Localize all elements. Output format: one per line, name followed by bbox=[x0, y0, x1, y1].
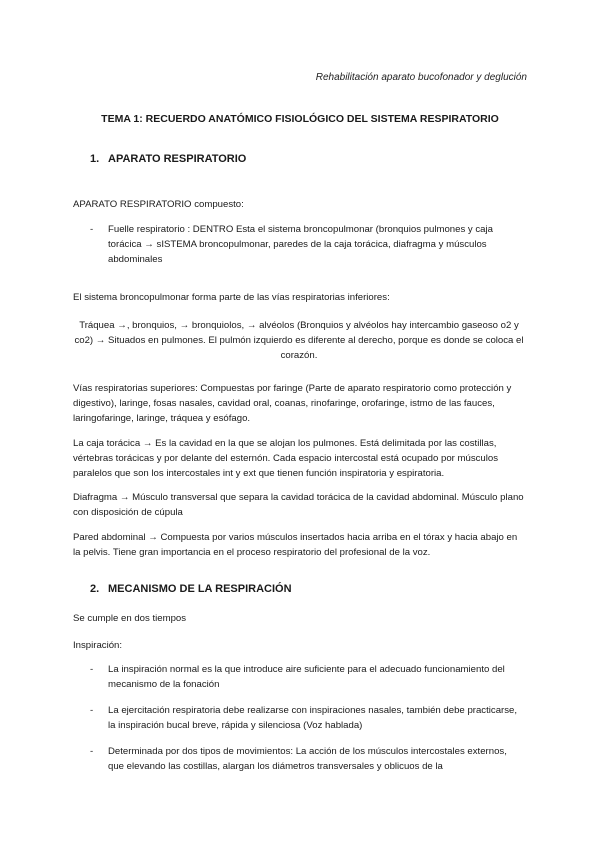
list-item bbox=[90, 703, 520, 733]
section-2-title: MECANISMO DE LA RESPIRACIÓN bbox=[108, 583, 292, 595]
bullet-text: Fuelle respiratorio : DENTRO Esta el sistema broncopulmonar (bronquios pulmones y caja torácica → sISTEMA broncopulmonar, paredes de la caja torácica, diafragma y músculos abdominales bbox=[108, 224, 493, 265]
paragraph-inspiracion: Inspiración: bbox=[73, 640, 123, 651]
paragraph-caja-toracica: La caja torácica → Es la cavidad en la que se alojan los pulmones. Está delimitada por las costillas, vértebras torácicas y por delante del esternón. Cada espacio intercostal está ocupado por músculos paralelos que son los intercostales int y ext que tienen función inspiratoria y espiratoria. bbox=[73, 438, 499, 479]
bullet-text: La inspiración normal es la que introduce aire suficiente para el adecuado funcionamiento del mecanismo de la fonación bbox=[108, 664, 505, 690]
bullet-dash: - bbox=[90, 224, 94, 235]
running-header: Rehabilitación aparato bucofonador y deglución bbox=[315, 72, 527, 83]
list-item bbox=[90, 744, 520, 774]
section-2-heading bbox=[90, 583, 292, 595]
paragraph-traquea: Tráquea →, bronquios, → bronquiolos, → alvéolos (Bronquios y alvéolos hay intercambio gaseoso o2 y co2) → Situados en pulmones. El pulmón izquierdo es diferente al derecho, porque es donde se coloca el corazón. bbox=[74, 320, 524, 361]
bullet-dash: - bbox=[90, 746, 94, 757]
list-item bbox=[90, 222, 520, 267]
paragraph-pared-abdominal: Pared abdominal → Compuesta por varios músculos insertados hacia arriba en el tórax y hacia abajo en la pelvis. Tiene gran importancia en el proceso respiratorio del profesional de la voz. bbox=[73, 532, 518, 558]
bullet-dash: - bbox=[90, 705, 94, 716]
document-title: TEMA 1: RECUERDO ANATÓMICO FISIOLÓGICO DEL SISTEMA RESPIRATORIO bbox=[101, 113, 499, 125]
paragraph-tiempos: Se cumple en dos tiempos bbox=[73, 613, 187, 624]
bullet-dash: - bbox=[90, 664, 94, 675]
section-1-title: APARATO RESPIRATORIO bbox=[108, 153, 247, 165]
section-1-number: 1. bbox=[90, 153, 100, 165]
bullet-text: Determinada por dos tipos de movimientos: La acción de los músculos intercostales externos, que elevando las costillas, alargan los diámetros transversales y oblicuos de la bbox=[108, 746, 507, 772]
paragraph-diafragma: Diafragma → Músculo transversal que separa la cavidad torácica de la cavidad abdominal. Músculo plano con disposición de cúpula bbox=[73, 492, 524, 518]
list-item bbox=[90, 662, 520, 692]
section-1-heading bbox=[90, 153, 246, 165]
section-2-number: 2. bbox=[90, 583, 100, 595]
section-1-intro: APARATO RESPIRATORIO compuesto: bbox=[73, 199, 244, 210]
paragraph-vias-superiores: Vías respiratorias superiores: Compuestas por faringe (Parte de aparato respiratorio como protección y digestivo), laringe, fosas nasales, cavidad oral, coanas, rinofaringe, orofaringe, istmo de las fauces, laringofaringe, laringe, tráquea y esófago. bbox=[73, 383, 512, 424]
paragraph-broncopulmonar: El sistema broncopulmonar forma parte de las vías respiratorias inferiores: bbox=[73, 292, 390, 303]
bullet-text: La ejercitación respiratoria debe realizarse con inspiraciones nasales, también debe practicarse, la inspiración bucal breve, rápida y silenciosa (Voz hablada) bbox=[108, 705, 518, 731]
